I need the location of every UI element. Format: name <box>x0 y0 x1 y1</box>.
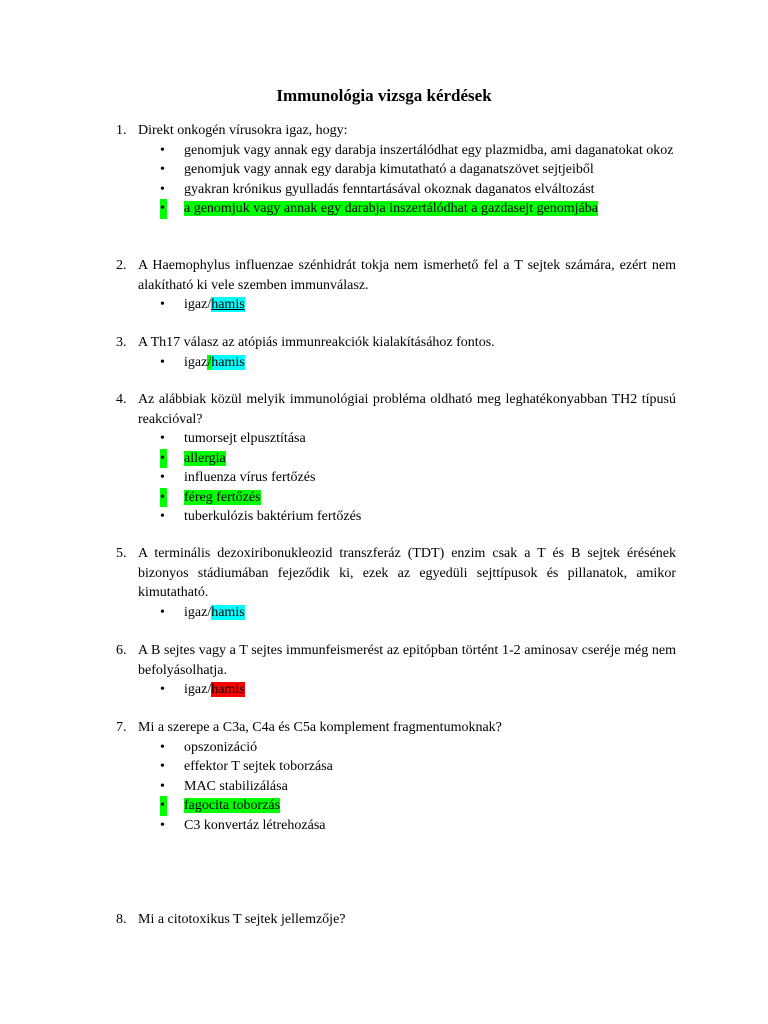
answer-false: hamis <box>211 354 245 370</box>
option-text: a genomjuk vagy annak egy darabja inszertálódhat a gazdasejt genomjába <box>184 201 598 216</box>
answer-true: igaz <box>184 682 208 697</box>
option-item <box>116 468 676 488</box>
bullet-icon: • <box>160 759 165 774</box>
question-8 <box>116 910 676 930</box>
bullet-icon: • <box>160 162 165 177</box>
question-text: A B sejtes vagy a T sejtes immunfeismerést az epitópban történt 1-2 aminosav cseréje még nem befolyásolhatja. <box>138 643 676 678</box>
answer-true: igaz <box>184 297 208 312</box>
option-list <box>116 141 676 219</box>
option-item-highlighted <box>116 199 676 219</box>
bullet-icon: • <box>160 817 165 833</box>
option-item-highlighted <box>116 796 676 816</box>
bullet-icon: • <box>160 449 167 469</box>
answer-false: hamis <box>211 297 245 312</box>
answer-separator: / <box>207 297 212 312</box>
question-text: Mi a citotoxikus T sejtek jellemzője? <box>138 912 346 927</box>
answer-false: hamis <box>211 604 245 620</box>
option-item <box>116 777 676 797</box>
option-text: allergia <box>184 450 226 466</box>
option-text: opszonizáció <box>184 739 258 755</box>
question-number: 8. <box>116 912 127 927</box>
option-text: genomjuk vagy annak egy darabja kimutatható a daganatszövet sejtjeiből <box>184 162 594 177</box>
question-2 <box>116 256 676 315</box>
option-item <box>116 816 676 836</box>
question-number: 7. <box>116 720 127 735</box>
question-text: A terminális dezoxiribonukleozid transzferáz (TDT) enzim csak a T és B sejtek érésének bizonyos stádiumában fejeződik ki, ezek az egyedüli sejttípusok és pillanatok, amikor kimutatható. <box>138 546 676 600</box>
option-item <box>116 757 676 777</box>
option-list <box>116 738 676 836</box>
question-number: 4. <box>116 392 127 407</box>
option-item <box>116 507 676 527</box>
bullet-icon: • <box>160 682 165 697</box>
option-text: gyakran krónikus gyulladás fenntartásával okoznak daganatos elváltozást <box>184 181 595 197</box>
true-false-answer <box>116 295 676 315</box>
question-text: Mi a szerepe a C3a, C4a és C5a komplement fragmentumoknak? <box>138 720 502 735</box>
bullet-icon: • <box>160 488 167 508</box>
answer-separator: / <box>207 682 212 697</box>
option-text: féreg fertőzés <box>184 489 261 505</box>
document-title: Immunológia vizsga kérdések <box>276 86 492 105</box>
option-list <box>116 603 676 623</box>
option-text: MAC stabilizálása <box>184 778 288 794</box>
question-text: A Th17 válasz az atópiás immunreakciók kialakításához fontos. <box>138 335 495 350</box>
question-1 <box>116 121 676 219</box>
question-number: 2. <box>116 258 127 273</box>
option-list <box>116 295 676 315</box>
answer-false: hamis <box>211 682 245 697</box>
option-item <box>116 429 676 449</box>
answer-separator: / <box>207 604 212 620</box>
true-false-answer <box>116 603 676 623</box>
question-5 <box>116 544 676 622</box>
true-false-answer <box>116 353 676 373</box>
answer-true: igaz <box>184 604 208 620</box>
option-text: tuberkulózis baktérium fertőzés <box>184 509 362 524</box>
question-3 <box>116 333 676 372</box>
question-number: 6. <box>116 643 127 658</box>
answer-true: igaz <box>184 354 208 370</box>
bullet-icon: • <box>160 142 165 158</box>
bullet-icon: • <box>160 778 165 794</box>
option-item <box>116 141 676 161</box>
bullet-icon: • <box>160 509 165 524</box>
true-false-answer <box>116 680 676 700</box>
bullet-icon: • <box>160 431 165 446</box>
question-text: Az alábbiak közül melyik immunológiai probléma oldható meg leghatékonyabban TH2 típusú reakcióval? <box>138 392 676 427</box>
bullet-icon: • <box>160 470 165 485</box>
bullet-icon: • <box>160 354 165 370</box>
option-text: effektor T sejtek toborzása <box>184 759 333 774</box>
question-text: A Haemophylus influenzae szénhidrát tokja nem ismerhető fel a T sejtek számára, ezért nem alakítható ki vele szemben immunválasz. <box>138 258 676 293</box>
option-list <box>116 353 676 373</box>
question-text: Direkt onkogén vírusokra igaz, hogy: <box>138 123 348 138</box>
bullet-icon: • <box>160 181 165 197</box>
option-list <box>116 680 676 700</box>
option-item <box>116 738 676 758</box>
option-text: C3 konvertáz létrehozása <box>184 817 326 833</box>
option-list <box>116 429 676 527</box>
bullet-icon: • <box>160 739 165 755</box>
answer-separator: / <box>207 354 212 370</box>
bullet-icon: • <box>160 796 167 816</box>
option-item-highlighted <box>116 488 676 508</box>
option-text: tumorsejt elpusztítása <box>184 431 306 446</box>
question-number: 1. <box>116 123 127 138</box>
question-6 <box>116 641 676 700</box>
bullet-icon: • <box>160 604 165 620</box>
option-text: fagocita toborzás <box>184 798 281 813</box>
option-item <box>116 180 676 200</box>
option-item-highlighted <box>116 449 676 469</box>
question-7 <box>116 718 676 835</box>
bullet-icon: • <box>160 199 167 219</box>
question-number: 3. <box>116 335 127 350</box>
bullet-icon: • <box>160 297 165 312</box>
option-text: influenza vírus fertőzés <box>184 470 316 485</box>
option-text: genomjuk vagy annak egy darabja inszertálódhat egy plazmidba, ami daganatokat okoz <box>184 142 674 158</box>
option-item <box>116 160 676 180</box>
question-number: 5. <box>116 546 127 561</box>
question-4 <box>116 390 676 527</box>
